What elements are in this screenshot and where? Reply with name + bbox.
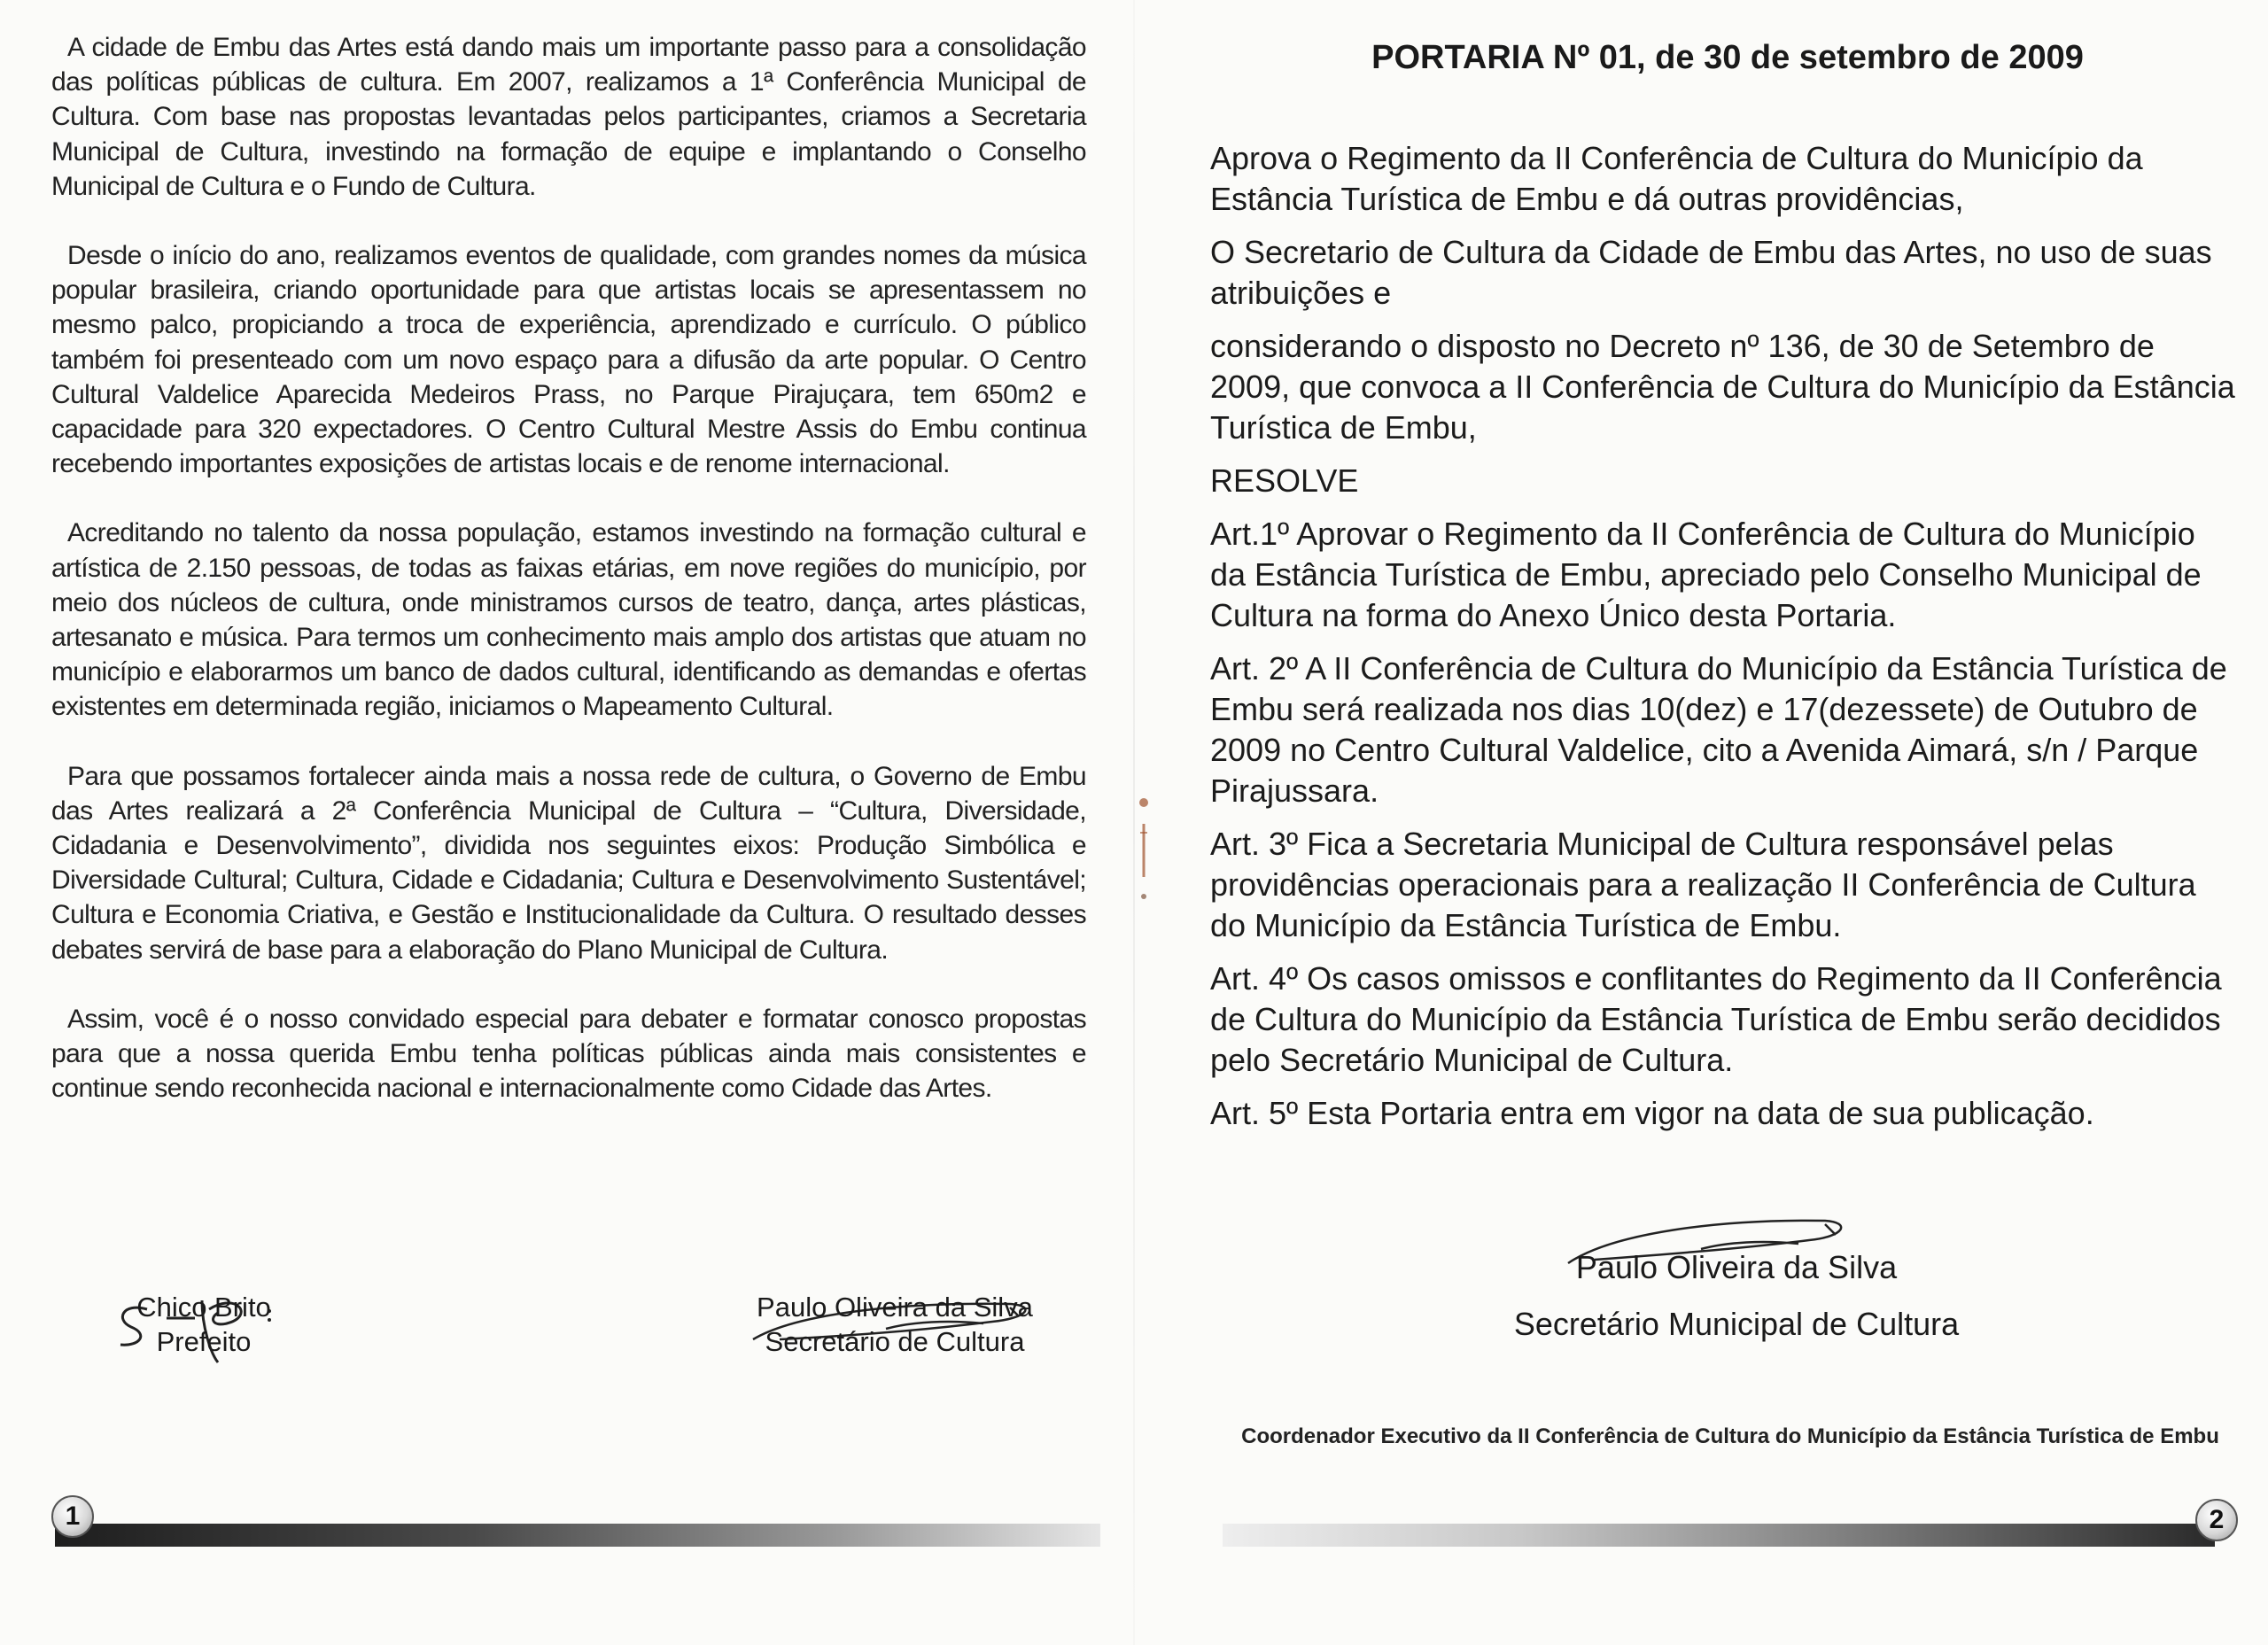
mayor-signature-block bbox=[106, 1290, 301, 1359]
left-body-text bbox=[51, 30, 1086, 1140]
article-5: Art. 5º Esta Portaria entra em vigor na data de sua publicação. bbox=[1210, 1095, 2094, 1131]
page-number-2: 2 bbox=[2195, 1499, 2238, 1541]
resolve-heading: RESOLVE bbox=[1210, 462, 1359, 499]
left-paragraph-4: Para que possamos fortalecer ainda mais a nossa rede de cultura, o Governo de Embu das Artes realizará a 2ª Conferência Municipal de Cultura – “Cultura, Diversidade, Cidadania e Desenvolvimento”, dividida nos seguintes eixos: Produção Simbólica e Diversidade Cultural; Cultura, Cidade e Cidadania; Cultura e Desenvolvimento Sustentável; Cultura e Economia Criativa, e Gestão e Institucionalidade da Cultura. O resultado desses debates servirá de base para a elaboração do Plano Municipal de Cultura. bbox=[51, 761, 1086, 965]
right-footer-bar bbox=[1223, 1524, 2215, 1547]
page-fold bbox=[1133, 0, 1135, 1645]
secretary-title-right: Secretário Municipal de Cultura bbox=[1513, 1306, 1960, 1342]
right-paragraph-2: O Secretario de Cultura da Cidade de Embu das Artes, no uso de suas atribuições e bbox=[1210, 234, 2212, 311]
secretary-name-right: Paulo Oliveira da Silva bbox=[1575, 1249, 1898, 1285]
left-paragraph-2: Desde o início do ano, realizamos eventos de qualidade, com grandes nomes da música popular brasileira, criando oportunidade para que artistas locais se apresentassem no mesmo palco, propiciando a troca de experiência, aprendizado e currículo. O público também foi presenteado com um novo espaço para a difusão da arte popular. O Centro Cultural Valdelice Aparecida Medeiros Prass, no Parque Pirajuçara, tem 650m2 e capacidade para 320 expectadores. O Centro Cultural Mestre Assis do Embu continua recebendo importantes exposições de artistas locais e de renome internacional. bbox=[51, 241, 1086, 479]
left-paragraph-5: Assim, você é o nosso convidado especial para debater e formatar conosco propostas para que a nossa querida Embu tenha políticas públicas ainda mais consistentes e continue sendo reconhecida nacional e internacionalmente como Cidade das Artes. bbox=[51, 1004, 1086, 1104]
portaria-title: PORTARIA Nº 01, de 30 de setembro de 2009 bbox=[1371, 39, 2084, 76]
left-paragraph-3: Acreditando no talento da nossa população, estamos investindo na formação cultural e artística de 2.150 pessoas, de todas as faixas etárias, em nove regiões do município, por meio dos núcleos de cultura, onde ministramos cursos de teatro, dança, artes plásticas, artesanato e música. Para termos um conhecimento mais amplo dos artistas que atuam no município e elaborarmos um banco de dados cultural, identificando as demandas e ofertas existentes em determinada região, iniciamos o Mapeamento Cultural. bbox=[51, 518, 1086, 722]
left-footer-bar bbox=[55, 1524, 1100, 1547]
mayor-title: Prefeito bbox=[156, 1326, 252, 1357]
coordinator-caption: Coordenador Executivo da II Conferência de Cultura do Município da Estância Turística de Embu bbox=[1241, 1424, 2219, 1448]
staple-mark-icon bbox=[1137, 797, 1151, 904]
right-body-text bbox=[1210, 138, 2238, 1146]
article-3: Art. 3º Fica a Secretaria Municipal de Cultura responsável pelas providências operacionais para a realização II Conferência de Cultura do Município da Estância Turística de Embu. bbox=[1210, 826, 2196, 943]
secretary-signature-right-block bbox=[1471, 1245, 2002, 1346]
article-1: Art.1º Aprovar o Regimento da II Conferência de Cultura do Município da Estância Turística de Embu, apreciado pelo Conselho Municipal de Cultura na forma do Anexo Único desta Portaria. bbox=[1210, 516, 2202, 633]
mayor-name: Chico Brito bbox=[136, 1292, 271, 1323]
right-paragraph-3: considerando o disposto no Decreto nº 136, de 30 de Setembro de 2009, que convoca a II Conferência de Cultura do Município da Estância Turística de Embu, bbox=[1210, 328, 2235, 446]
secretary-title-left: Secretário de Cultura bbox=[765, 1326, 1025, 1357]
article-4: Art. 4º Os casos omissos e conflitantes do Regimento da II Conferência de Cultura do Município da Estância Turística de Embu serão decididos pelo Secretário Municipal de Cultura. bbox=[1210, 960, 2222, 1078]
left-paragraph-1: A cidade de Embu das Artes está dando mais um importante passo para a consolidação das políticas públicas de cultura. Em 2007, realizamos a 1ª Conferência Municipal de Cultura. Com base nas propostas levantadas pelos participantes, criamos a Secretaria Municipal de Cultura, investindo na formação de equipe e implantando o Conselho Municipal de Cultura e o Fundo de Cultura. bbox=[51, 33, 1086, 201]
secretary-signature-left-block bbox=[726, 1290, 1063, 1359]
page-number-1: 1 bbox=[51, 1495, 94, 1538]
right-paragraph-1: Aprova o Regimento da II Conferência de Cultura do Município da Estância Turística de Embu e dá outras providências, bbox=[1210, 140, 2143, 217]
article-2: Art. 2º A II Conferência de Cultura do Município da Estância Turística de Embu será realizada nos dias 10(dez) e 17(dezessete) de Outubro de 2009 no Centro Cultural Valdelice, cito a Avenida Aimará, s/n / Parque Pirajussara. bbox=[1210, 650, 2227, 809]
secretary-name-left: Paulo Oliveira da Silva bbox=[757, 1292, 1033, 1323]
